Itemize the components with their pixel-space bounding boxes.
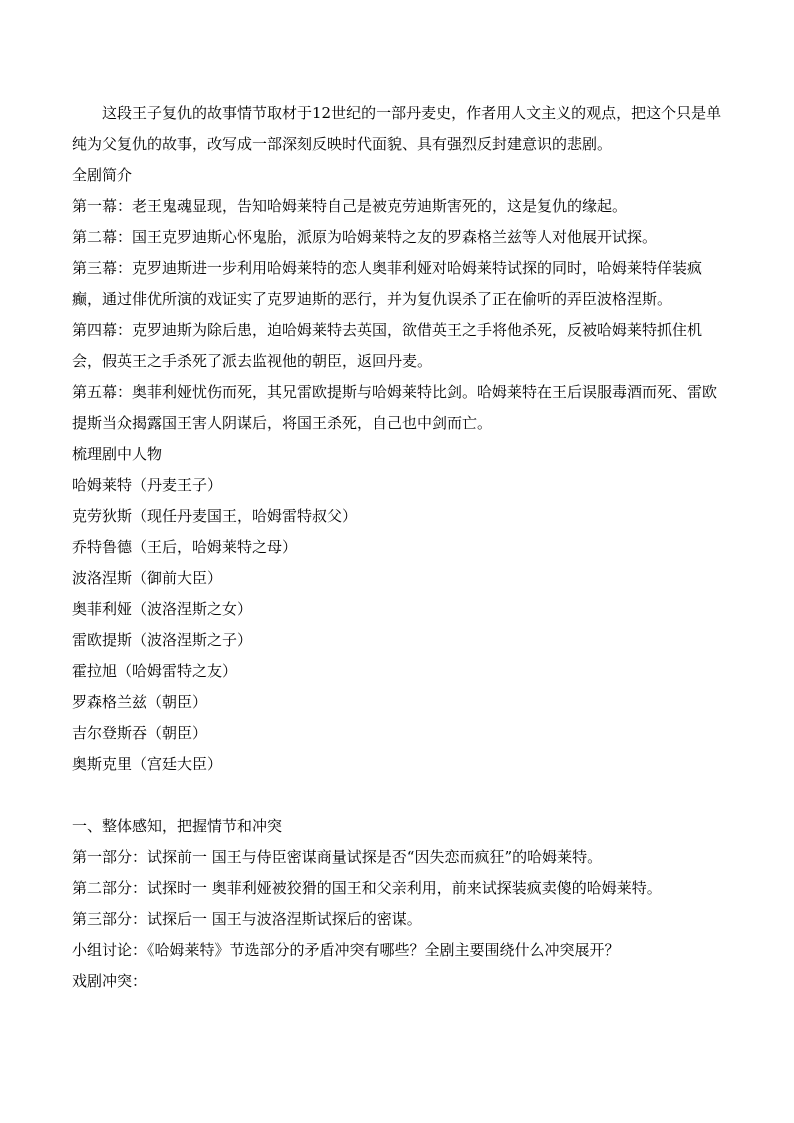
act-5: 第五幕：奥菲利娅忧伤而死，其兄雷欧提斯与哈姆莱特比剑。哈姆莱特在王后误服毒酒而死、雷欧提斯当众揭露国王害人阴谋后，将国王杀死，自己也中剑而亡。 (72, 383, 718, 432)
intro-paragraph: 这段王子复仇的故事情节取材于12世纪的一部丹麦史，作者用人文主义的观点，把这个只是单纯为父复仇的故事，改写成一部深刻反映时代面貌、具有强烈反封建意识的悲剧。 (72, 104, 722, 153)
blank-line (72, 780, 728, 811)
discussion-question: 小组讨论：《哈姆莱特》节选部分的矛盾冲突有哪些？全剧主要围绕什么冲突展开？ (72, 941, 620, 959)
synopsis-heading: 全剧简介 (72, 166, 133, 184)
character-item: 雷欧提斯（波洛涅斯之子） (72, 631, 253, 649)
characters-heading: 梳理剧中人物 (72, 445, 163, 463)
character-item: 乔特鲁德（王后，哈姆莱特之母） (72, 538, 298, 556)
character-item: 吉尔登斯吞（朝臣） (72, 724, 208, 742)
character-list (72, 470, 728, 780)
act-4: 第四幕：克罗迪斯为除后患，迫哈姆莱特去英国，欲借英王之手将他杀死，反被哈姆莱特抓住机会，假英王之手杀死了派去监视他的朝臣，返回丹麦。 (72, 321, 703, 370)
act-3: 第三幕：克罗迪斯进一步利用哈姆莱特的恋人奥菲利娅对哈姆莱特试探的同时，哈姆莱特佯装疯癫，通过俳优所演的戏证实了克罗迪斯的恶行，并为复仇误杀了正在偷听的弄臣波格涅斯。 (72, 259, 703, 308)
character-item: 克劳狄斯（现任丹麦国王，哈姆雷特叔父） (72, 507, 358, 525)
part-1: 第一部分：试探前一 国王与侍臣密谋商量试探是否“因失恋而疯狂”的哈姆莱特。 (72, 848, 603, 866)
section-1-heading: 一、整体感知，把握情节和冲突 (72, 817, 283, 835)
character-item: 哈姆莱特（丹麦王子） (72, 476, 223, 494)
character-item: 奥菲利娅（波洛涅斯之女） (72, 600, 253, 618)
character-item: 罗森格兰兹（朝臣） (72, 693, 208, 711)
document-page (72, 98, 728, 997)
character-item: 霍拉旭（哈姆雷特之友） (72, 662, 238, 680)
character-item: 奥斯克里（宫廷大臣） (72, 755, 223, 773)
conflict-label: 戏剧冲突： (72, 972, 148, 990)
part-2: 第二部分：试探时一 奥菲利娅被狡猾的国王和父亲利用，前来试探装疯卖傻的哈姆莱特。 (72, 879, 662, 897)
part-3: 第三部分：试探后一 国王与波洛涅斯试探后的密谋。 (72, 910, 422, 928)
act-2: 第二幕：国王克罗迪斯心怀鬼胎，派原为哈姆莱特之友的罗森格兰兹等人对他展开试探。 (72, 228, 658, 246)
act-1: 第一幕：老王鬼魂显现，告知哈姆莱特自己是被克劳迪斯害死的，这是复仇的缘起。 (72, 197, 628, 215)
character-item: 波洛涅斯（御前大臣） (72, 569, 223, 587)
